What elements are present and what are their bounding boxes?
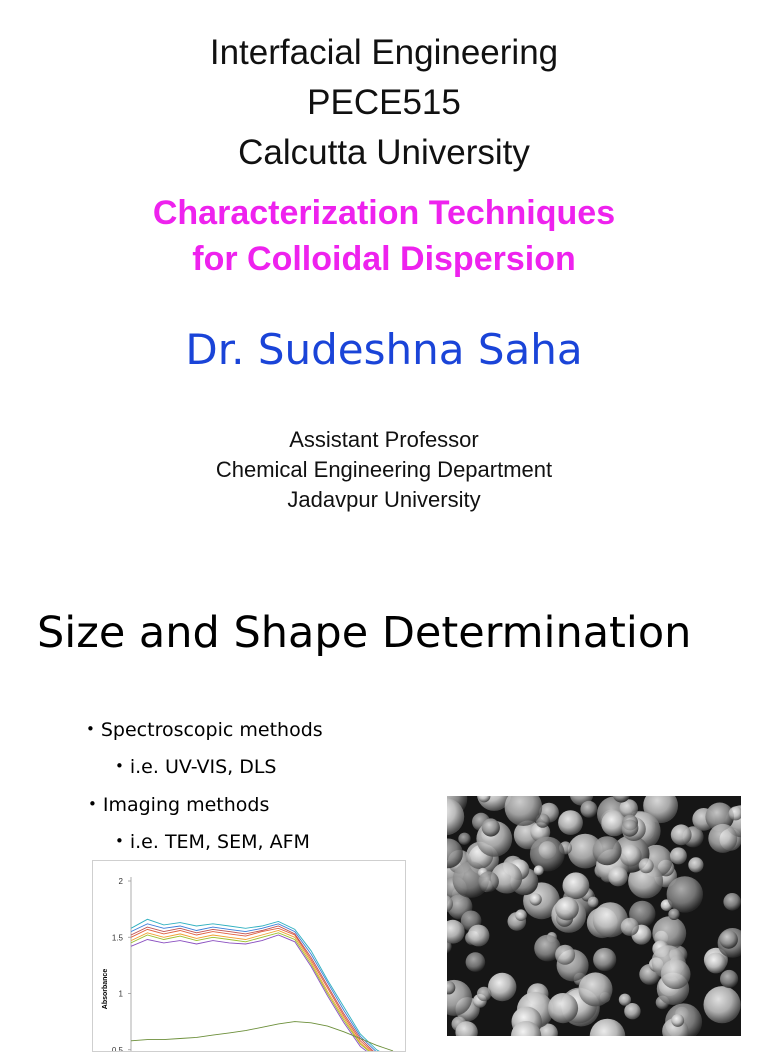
- y-tick-label: 1: [118, 989, 123, 999]
- subtitle-line: Characterization Techniques: [152, 194, 616, 232]
- bullet-item: [115, 829, 310, 854]
- affiliation-line: Jadavpur University: [287, 487, 481, 512]
- bullet-glyph: •: [86, 720, 95, 738]
- affiliation-line: Chemical Engineering Department: [215, 457, 553, 482]
- bullet-glyph: •: [88, 795, 97, 813]
- absorbance-chart: [92, 860, 406, 1052]
- bullet-text: i.e. TEM, SEM, AFM: [129, 831, 310, 853]
- series-line-1: [131, 924, 393, 1051]
- y-axis-label: Absorbance: [102, 968, 109, 1010]
- absorbance-chart-svg: [93, 861, 405, 1051]
- sem-micrograph-image: [447, 796, 741, 1036]
- bullet-item: [115, 754, 277, 779]
- course-line: Interfacial Engineering: [209, 33, 559, 72]
- bullet-glyph: •: [115, 757, 124, 775]
- sem-particles-icon: [447, 796, 741, 1036]
- course-line: PECE515: [307, 83, 461, 122]
- subtitle-line: for Colloidal Dispersion: [192, 240, 576, 278]
- bullet-text: Spectroscopic methods: [100, 719, 323, 741]
- affiliation-line: Assistant Professor: [289, 427, 479, 452]
- bullet-glyph: •: [115, 832, 124, 850]
- subtitle: [0, 190, 768, 282]
- affiliation: [0, 425, 768, 515]
- y-tick-label: 2: [118, 877, 123, 886]
- course-title: [0, 28, 768, 178]
- author-name: Dr. Sudeshna Saha: [185, 325, 583, 374]
- slide-heading: Size and Shape Determination: [37, 608, 692, 658]
- y-tick-label: 1.5: [111, 933, 123, 943]
- bullet-item: [88, 792, 269, 817]
- y-tick-label: 0.5: [111, 1045, 123, 1051]
- bullet-item: [86, 717, 323, 742]
- course-line: Calcutta University: [238, 133, 530, 172]
- series-line-6: [131, 931, 393, 1052]
- bullet-text: Imaging methods: [102, 794, 270, 816]
- bullet-text: i.e. UV-VIS, DLS: [129, 756, 277, 778]
